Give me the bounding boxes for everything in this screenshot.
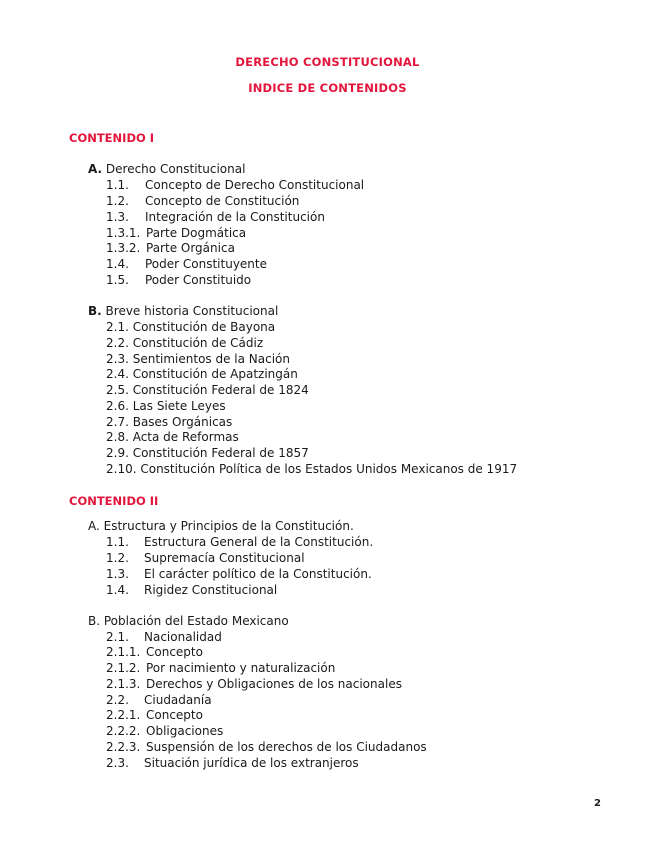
toc-entry: 2.5. Constitución Federal de 1824 xyxy=(106,383,309,397)
part-b-heading xyxy=(88,304,278,319)
part-title: Población del Estado Mexicano xyxy=(103,614,289,628)
section-heading-contenido-1: CONTENIDO I xyxy=(69,131,155,145)
toc-entry-number: 1.4. xyxy=(106,257,129,271)
toc-entry-number: 1.4. xyxy=(106,583,129,597)
toc-entry-text: Concepto xyxy=(146,645,203,659)
toc-entry-text: Concepto xyxy=(146,708,203,722)
toc-entry: 2.8. Acta de Reformas xyxy=(106,430,239,444)
toc-entry xyxy=(106,257,267,272)
toc-entry: 2.4. Constitución de Apatzingán xyxy=(106,367,298,381)
toc-entry: 2.2. Constitución de Cádiz xyxy=(106,336,264,350)
part-title: Derecho Constitucional xyxy=(105,162,246,176)
toc-entry-text: Situación jurídica de los extranjeros xyxy=(144,756,359,770)
toc-entry-text: El carácter político de la Constitución. xyxy=(144,567,372,581)
toc-entry-number: 1.2. xyxy=(106,551,129,565)
toc-entry-text: Parte Dogmática xyxy=(146,226,247,240)
document-title: DERECHO CONSTITUCIONAL xyxy=(235,55,420,69)
toc-entry-text: Parte Orgánica xyxy=(146,241,235,255)
part-letter: B. xyxy=(88,614,101,628)
toc-entry-text: Nacionalidad xyxy=(144,630,222,644)
toc-entry-text: Poder Constituido xyxy=(145,273,252,287)
toc-entry-text: Concepto de Constitución xyxy=(145,194,300,208)
toc-entry-number: 1.1. xyxy=(106,535,129,549)
part-b-heading xyxy=(88,614,289,629)
toc-entry: 2.7. Bases Orgánicas xyxy=(106,415,233,429)
toc-entry xyxy=(106,210,325,225)
toc-entry xyxy=(106,708,203,723)
toc-entry xyxy=(106,630,222,645)
toc-entry xyxy=(106,740,427,755)
toc-entry-number: 1.1. xyxy=(106,178,129,192)
toc-entry xyxy=(106,567,372,582)
toc-entry xyxy=(106,661,335,676)
toc-entry xyxy=(106,551,305,566)
toc-entry-number: 1.2. xyxy=(106,194,129,208)
toc-entry-number: 1.5. xyxy=(106,273,129,287)
toc-entry xyxy=(106,677,402,692)
toc-entry-number: 2.2.2. xyxy=(106,724,141,738)
toc-entry-text: Poder Constituyente xyxy=(145,257,268,271)
toc-entry-number: 1.3.1. xyxy=(106,226,141,240)
toc-entry xyxy=(106,724,223,739)
toc-entry-number: 2.3. xyxy=(106,756,129,770)
toc-entry-number: 1.3. xyxy=(106,567,129,581)
toc-entry xyxy=(106,226,246,241)
toc-entry xyxy=(106,273,251,288)
part-title: Breve historia Constitucional xyxy=(105,304,279,318)
toc-entry: 2.9. Constitución Federal de 1857 xyxy=(106,446,309,460)
toc-entry xyxy=(106,535,373,550)
toc-entry-text: Concepto de Derecho Constitucional xyxy=(145,178,365,192)
toc-entry-text: Por nacimiento y naturalización xyxy=(146,661,336,675)
toc-entry-text: Rigidez Constitucional xyxy=(144,583,278,597)
section-heading-contenido-2: CONTENIDO II xyxy=(69,494,159,508)
toc-entry xyxy=(106,645,203,660)
toc-entry-text: Integración de la Constitución xyxy=(145,210,325,224)
toc-entry xyxy=(106,241,235,256)
part-letter: A. xyxy=(88,162,103,176)
toc-entry xyxy=(106,693,212,708)
toc-entry-number: 2.1.1. xyxy=(106,645,141,659)
toc-entry-number: 2.1.2. xyxy=(106,661,141,675)
toc-entry-text: Suspensión de los derechos de los Ciudadanos xyxy=(146,740,427,754)
toc-entry-number: 2.1.3. xyxy=(106,677,141,691)
part-a-heading xyxy=(88,519,354,534)
toc-entry xyxy=(106,756,359,771)
toc-entry-number: 2.1. xyxy=(106,630,129,644)
toc-entry-text: Ciudadanía xyxy=(144,693,212,707)
toc-entry-number: 1.3. xyxy=(106,210,129,224)
toc-entry xyxy=(106,194,299,209)
toc-entry-text: Estructura General de la Constitución. xyxy=(144,535,374,549)
toc-entry xyxy=(106,583,277,598)
toc-entry-number: 2.2. xyxy=(106,693,129,707)
toc-entry-number: 2.2.1. xyxy=(106,708,141,722)
toc-entry: 2.10. Constitución Política de los Estados Unidos Mexicanos de 1917 xyxy=(106,462,518,476)
part-title: Estructura y Principios de la Constitución. xyxy=(103,519,354,533)
toc-entry-text: Supremacía Constitucional xyxy=(144,551,305,565)
toc-entry-number: 1.3.2. xyxy=(106,241,141,255)
toc-entry-text: Obligaciones xyxy=(146,724,224,738)
toc-entry-text: Derechos y Obligaciones de los nacionales xyxy=(146,677,402,691)
toc-entry xyxy=(106,178,364,193)
toc-entry: 2.6. Las Siete Leyes xyxy=(106,399,226,413)
document-subtitle: INDICE DE CONTENIDOS xyxy=(248,81,407,95)
part-letter: B. xyxy=(88,304,102,318)
toc-entry: 2.1. Constitución de Bayona xyxy=(106,320,276,334)
part-letter: A. xyxy=(88,519,100,533)
toc-entry-number: 2.2.3. xyxy=(106,740,141,754)
part-a-heading xyxy=(88,162,245,177)
page-number: 2 xyxy=(594,798,601,809)
toc-entry: 2.3. Sentimientos de la Nación xyxy=(106,352,291,366)
